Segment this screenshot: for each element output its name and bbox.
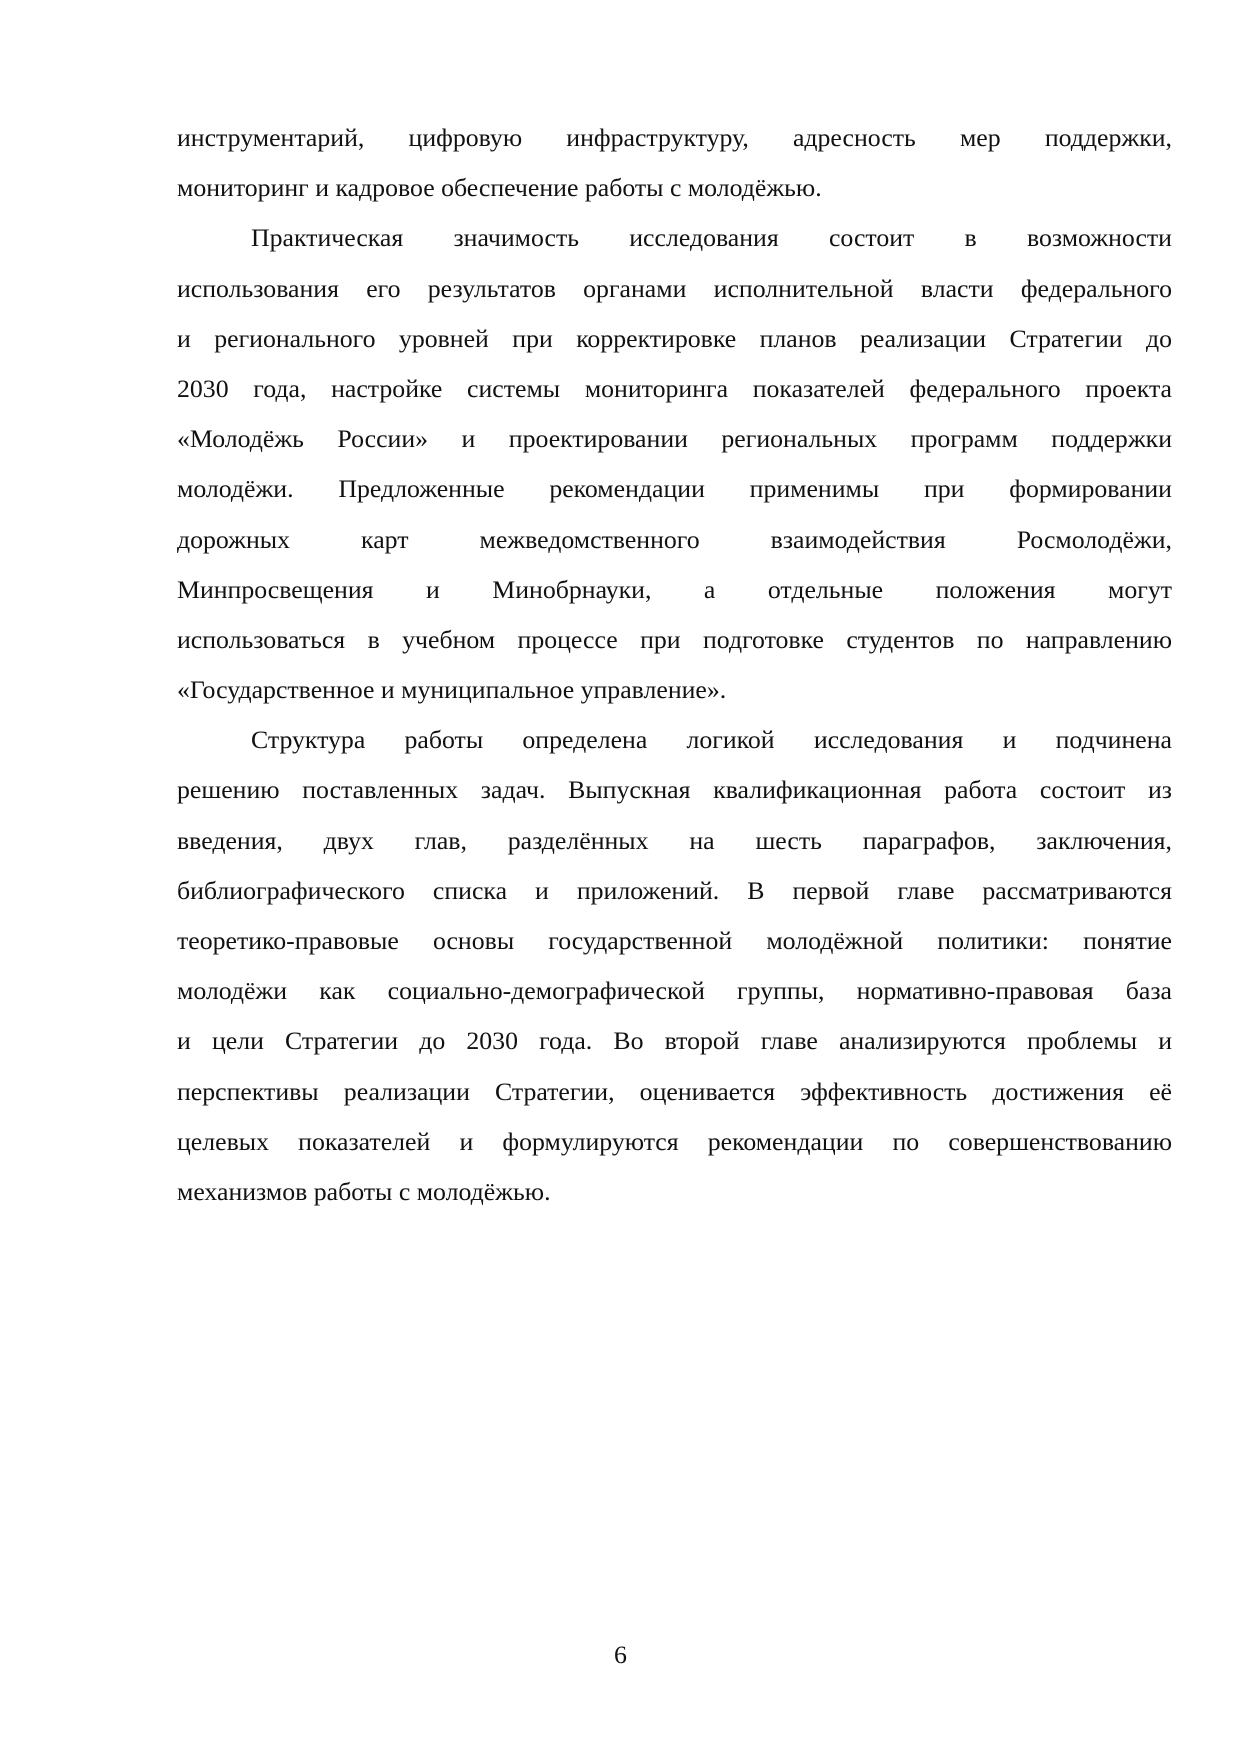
text-line: и цели Стратегии до 2030 года. Во второй главе анализируются проблемы и [177, 1026, 1172, 1056]
text-line: 2030 года, настройке системы мониторинга показателей федерального проекта [177, 373, 1172, 403]
text-line: Практическая значимость исследования состоит в возможности [251, 223, 1172, 253]
body-text [177, 113, 1172, 1217]
paragraph [177, 113, 1172, 213]
text-line: мониторинг и кадровое обеспечение работы с молодёжью. [177, 173, 822, 203]
page-number: 6 [614, 1640, 627, 1669]
text-line: дорожных карт межведомственного взаимодействия Росмолодёжи, [177, 524, 1172, 554]
text-line: инструментарий, цифровую инфраструктуру, адресность мер поддержки, [177, 123, 1172, 152]
text-line: молодёжи как социально-демографической группы, нормативно-правовая база [177, 976, 1172, 1006]
text-line: использоваться в учебном процессе при подготовке студентов по направлению [177, 624, 1172, 654]
text-line: Минпросвещения и Минобрнауки, а отдельные положения могут [177, 574, 1172, 604]
text-line: введения, двух глав, разделённых на шесть параграфов, заключения, [177, 825, 1172, 855]
text-line: библиографического списка и приложений. В первой главе рассматриваются [177, 875, 1172, 905]
text-line: «Государственное и муниципальное управление». [177, 675, 727, 705]
text-line: «Молодёжь России» и проектировании региональных программ поддержки [177, 424, 1172, 454]
text-line: перспективы реализации Стратегии, оценивается эффективность достижения её [177, 1076, 1172, 1106]
paragraph [177, 715, 1172, 1217]
text-line: и регионального уровней при корректировке планов реализации Стратегии до [177, 323, 1172, 353]
text-line: использования его результатов органами исполнительной власти федерального [177, 273, 1172, 303]
text-line: решению поставленных задач. Выпускная квалификационная работа состоит из [177, 775, 1172, 805]
text-line: механизмов работы с молодёжью. [177, 1176, 551, 1206]
text-line: теоретико-правовые основы государственной молодёжной политики: понятие [177, 926, 1172, 955]
text-line: Структура работы определена логикой исследования и подчинена [251, 725, 1172, 755]
text-line: молодёжи. Предложенные рекомендации применимы при формировании [177, 474, 1172, 504]
paragraph [177, 213, 1172, 715]
text-line: целевых показателей и формулируются рекомендации по совершенствованию [177, 1126, 1172, 1156]
